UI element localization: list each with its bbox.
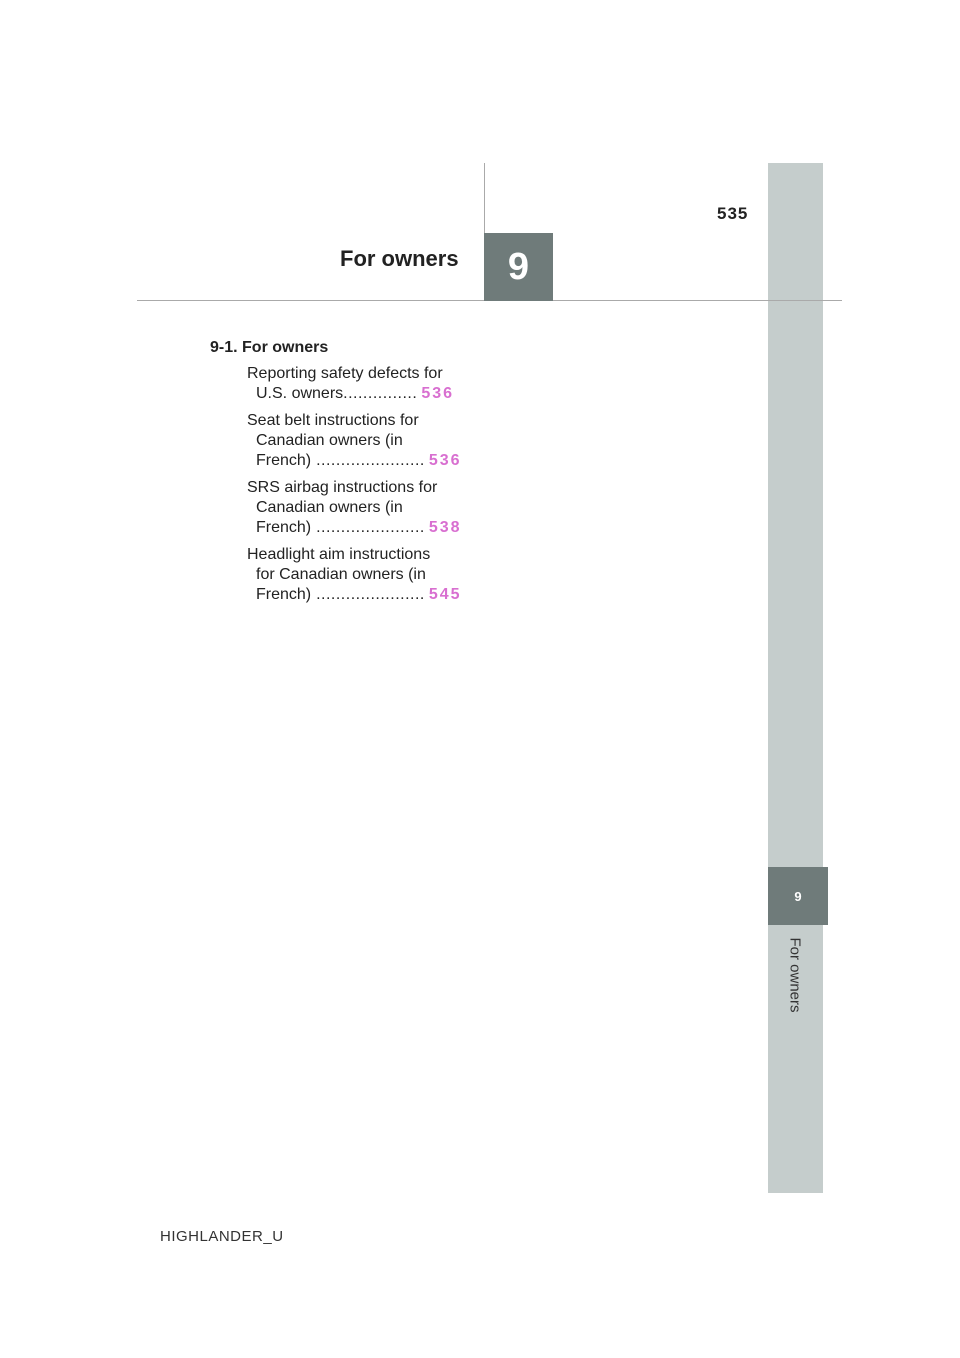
- toc-entry-line: SRS airbag instructions for: [247, 479, 438, 496]
- toc-page-link[interactable]: 536: [421, 385, 455, 402]
- toc-leader-dots: ......................: [311, 519, 425, 536]
- toc-entry-line: Canadian owners (in: [256, 432, 403, 449]
- side-bar: [768, 163, 823, 1193]
- table-of-contents: [210, 338, 470, 612]
- footer-model-name: HIGHLANDER_U: [160, 1228, 284, 1245]
- toc-entry-line: French): [256, 586, 312, 603]
- toc-entry-line: Seat belt instructions for: [247, 412, 419, 429]
- toc-leader-dots: ...............: [343, 385, 418, 402]
- toc-entry-line: Headlight aim instructions: [247, 546, 431, 563]
- page-number: 535: [717, 204, 749, 223]
- header-vertical-rule: [484, 163, 485, 233]
- side-tab-number: 9: [768, 867, 828, 925]
- toc-entry-line: French): [256, 519, 312, 536]
- toc-entry-line: U.S. owners: [256, 385, 344, 402]
- toc-page-link[interactable]: 545: [428, 586, 462, 603]
- toc-page-link[interactable]: 538: [428, 519, 462, 536]
- toc-page-link[interactable]: 536: [428, 452, 462, 469]
- side-tab-label: For owners: [786, 937, 804, 1013]
- chapter-number-box: 9: [484, 233, 553, 301]
- toc-leader-dots: ......................: [311, 452, 425, 469]
- toc-entry-seat-belt[interactable]: [210, 411, 470, 471]
- toc-section-heading: 9-1. For owners: [210, 339, 329, 356]
- toc-entry-line: for Canadian owners (in: [256, 566, 426, 583]
- toc-entry-headlight-aim[interactable]: [210, 545, 470, 605]
- toc-entry-line: Canadian owners (in: [256, 499, 403, 516]
- toc-entry-line: Reporting safety defects for: [247, 365, 443, 382]
- toc-entry-safety-defects[interactable]: [210, 364, 470, 404]
- toc-entry-line: French): [256, 452, 312, 469]
- toc-leader-dots: ......................: [311, 586, 425, 603]
- chapter-title: For owners: [340, 246, 459, 271]
- toc-entry-srs-airbag[interactable]: [210, 478, 470, 538]
